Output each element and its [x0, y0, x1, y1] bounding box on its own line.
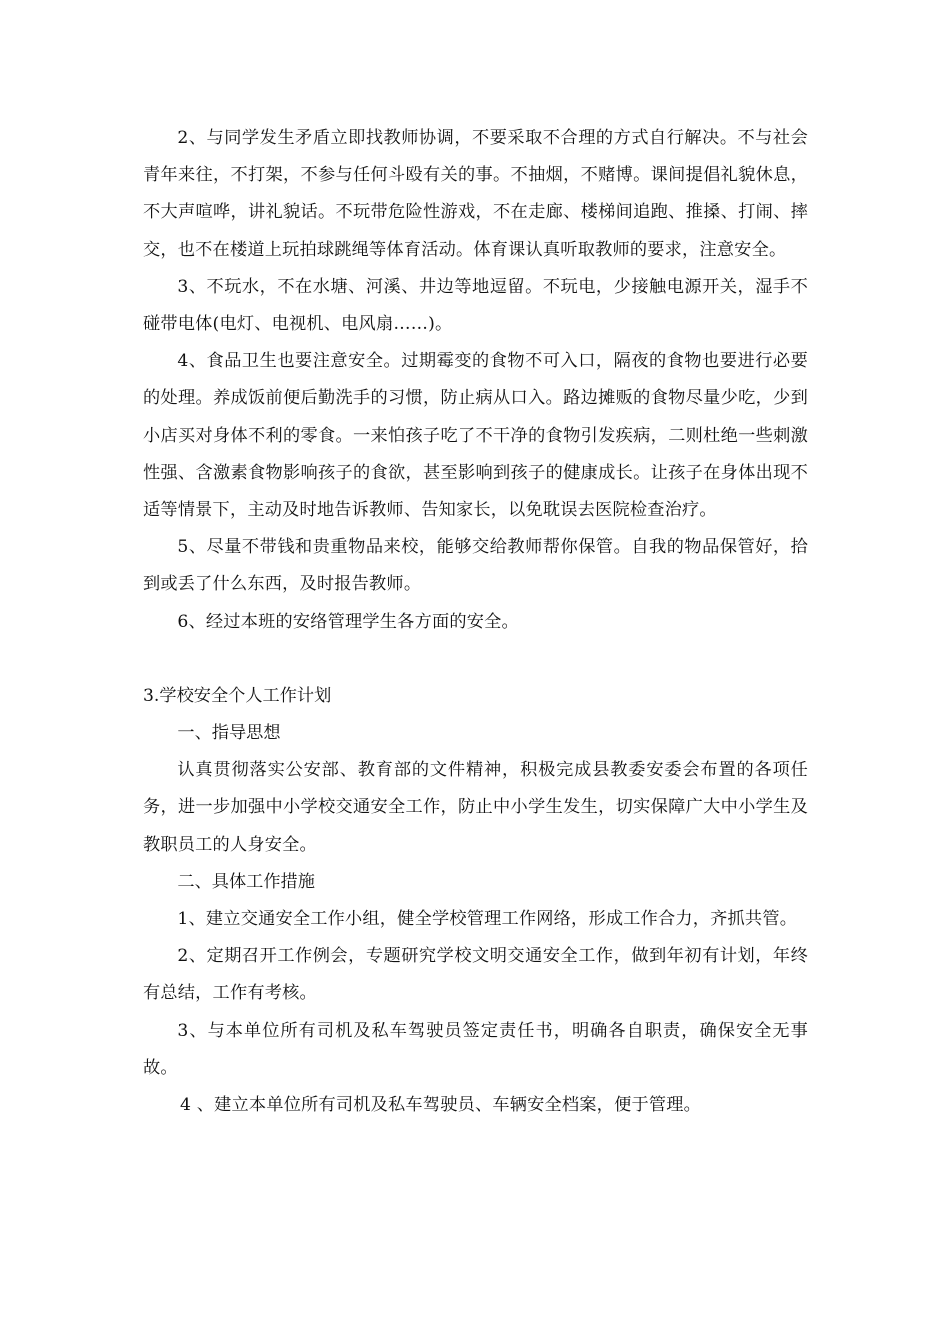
measure-item-2: 2、定期召开工作例会，专题研究学校文明交通安全工作，做到年初有计划，年终有总结，工作有考核。 [143, 946, 808, 1004]
paragraph-item-4: 4、食品卫生也要注意安全。过期霉变的食物不可入口，隔夜的食物也要进行必要的处理。养成饭前便后勤洗手的习惯，防止病从口入。路边摊贩的食物尽量少吃，少到小店买对身体不利的零食。一来怕孩子吃了不干净的食物引发疾病，二则杜绝一些刺激性强、含激素食物影响孩子的食欲，甚至影响到孩子的健康成长。让孩子在身体出现不适等情景下，主动及时地告诉教师、告知家长，以免耽误去医院检查治疗。 [143, 351, 808, 521]
heading-guiding-thought: 一、指导思想 [177, 723, 281, 744]
section-title: 3.学校安全个人工作计划 [143, 685, 332, 706]
measure-item-3: 3、与本单位所有司机及私车驾驶员签定责任书，明确各自职责，确保安全无事故。 [143, 1020, 808, 1078]
heading-measures: 二、具体工作措施 [177, 871, 315, 892]
paragraph-item-2: 2、与同学发生矛盾立即找教师协调，不要采取不合理的方式自行解决。不与社会青年来往，不打架，不参与任何斗殴有关的事。不抽烟，不赌博。课间提倡礼貌休息，不大声喧哗，讲礼貌话。不玩带危险性游戏，不在走廊、楼梯间追跑、推搡、打闹、摔交，也不在楼道上玩拍球跳绳等体育活动。体育课认真听取教师的要求，注意安全。 [143, 128, 808, 260]
paragraph-item-6: 6、经过本班的安络管理学生各方面的安全。 [177, 611, 519, 632]
document-body [143, 120, 808, 1124]
measure-item-1: 1、建立交通安全工作小组，健全学校管理工作网络，形成工作合力，齐抓共管。 [177, 909, 798, 930]
guiding-paragraph: 认真贯彻落实公安部、教育部的文件精神，积极完成县教委安委会布置的各项任务，进一步加强中小学校交通安全工作，防止中小学生发生，切实保障广大中小学生及教职员工的人身安全。 [143, 760, 808, 855]
paragraph-item-3: 3、不玩水，不在水塘、河溪、井边等地逗留。不玩电，少接触电源开关，湿手不碰带电体(电灯、电视机、电风扇……)。 [143, 276, 808, 335]
paragraph-item-5: 5、尽量不带钱和贵重物品来校，能够交给教师帮你保管。自我的物品保管好，拾到或丢了什么东西，及时报告教师。 [143, 537, 808, 595]
measure-item-4: 4 、建立本单位所有司机及私车驾驶员、车辆安全档案，便于管理。 [179, 1095, 702, 1116]
